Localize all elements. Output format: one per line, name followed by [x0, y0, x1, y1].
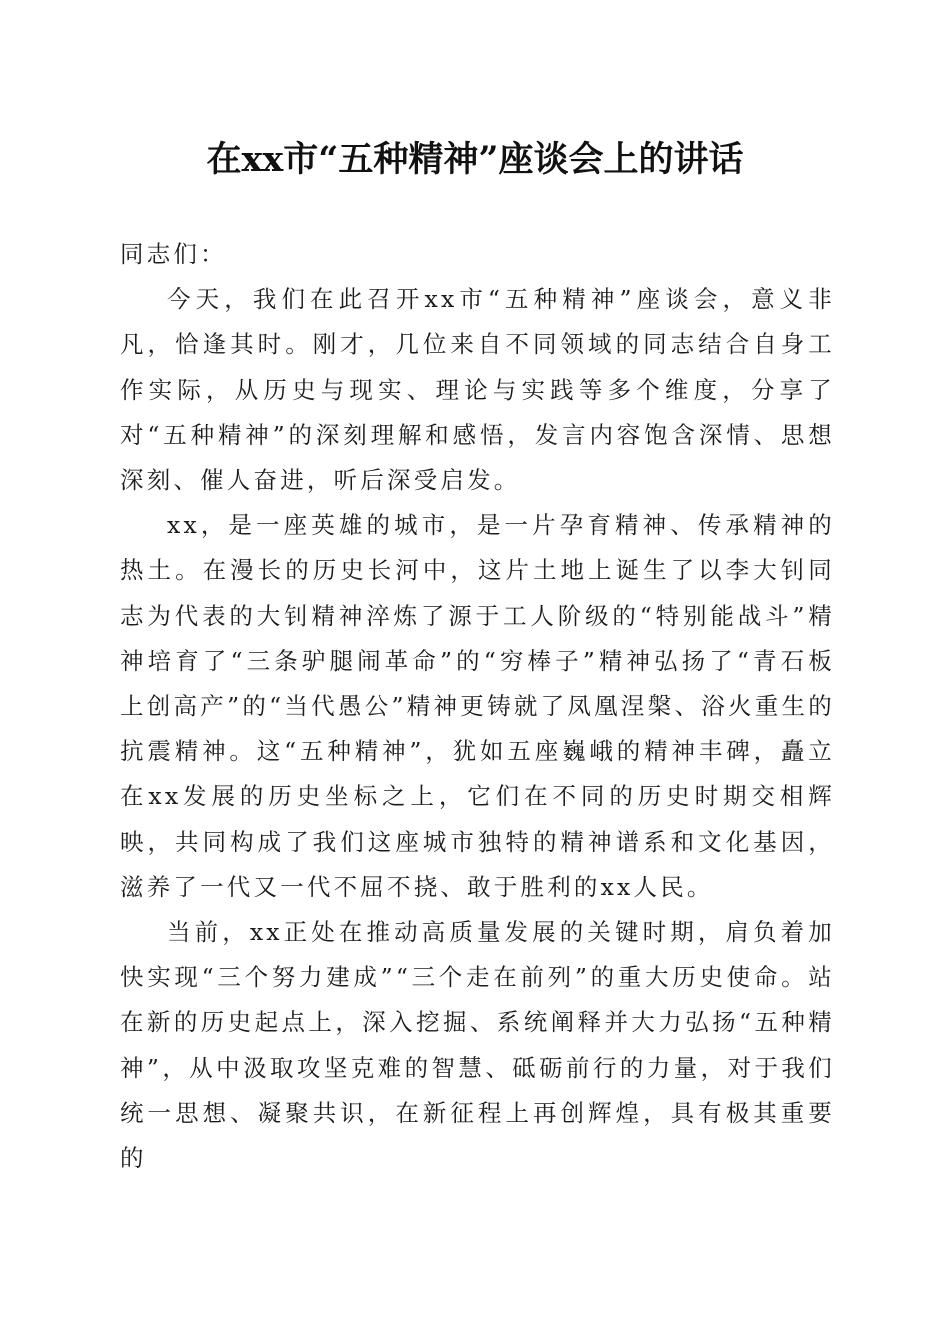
salutation: 同志们：	[120, 240, 227, 268]
paragraph-current-mission: 当前，xx正处在推动高质量发展的关键时期，肩负着加快实现“三个努力建成”“三个走在前列”的重大历史使命。站在新的历史起点上，深入挖掘、系统阐释并大力弘扬“五种精神”，从中汲取攻坚克难的智慧、砥砺前行的力量，对于我们统一思想、凝聚共识，在新征程上再创辉煌，具有极其重要的	[120, 918, 835, 1173]
paragraph-opening: 今天，我们在此召开xx市“五种精神”座谈会，意义非凡，恰逢其时。刚才，几位来自不同领域的同志结合自身工作实际，从历史与现实、理论与实践等多个维度，分享了对“五种精神”的深刻理解和感悟，发言内容饱含深情、思想深刻、催人奋进，听后深受启发。	[120, 285, 835, 495]
document-body	[120, 232, 835, 1181]
paragraph-city-spirit: xx，是一座英雄的城市，是一片孕育精神、传承精神的热土。在漫长的历史长河中，这片土地上诞生了以李大钊同志为代表的大钊精神淬炼了源于工人阶级的“特别能战斗”精神培育了“三条驴腿闹革命”的“穷棒子”精神弘扬了“青石板上创高产”的“当代愚公”精神更铸就了凤凰涅槃、浴火重生的抗震精神。这“五种精神”，犹如五座巍峨的精神丰碑，矗立在xx发展的历史坐标之上，它们在不同的历史时期交相辉映，共同构成了我们这座城市独特的精神谱系和文化基因，滋养了一代又一代不屈不挠、敢于胜利的xx人民。	[120, 511, 835, 901]
document-title: 在xx市“五种精神”座谈会上的讲话	[206, 139, 744, 180]
